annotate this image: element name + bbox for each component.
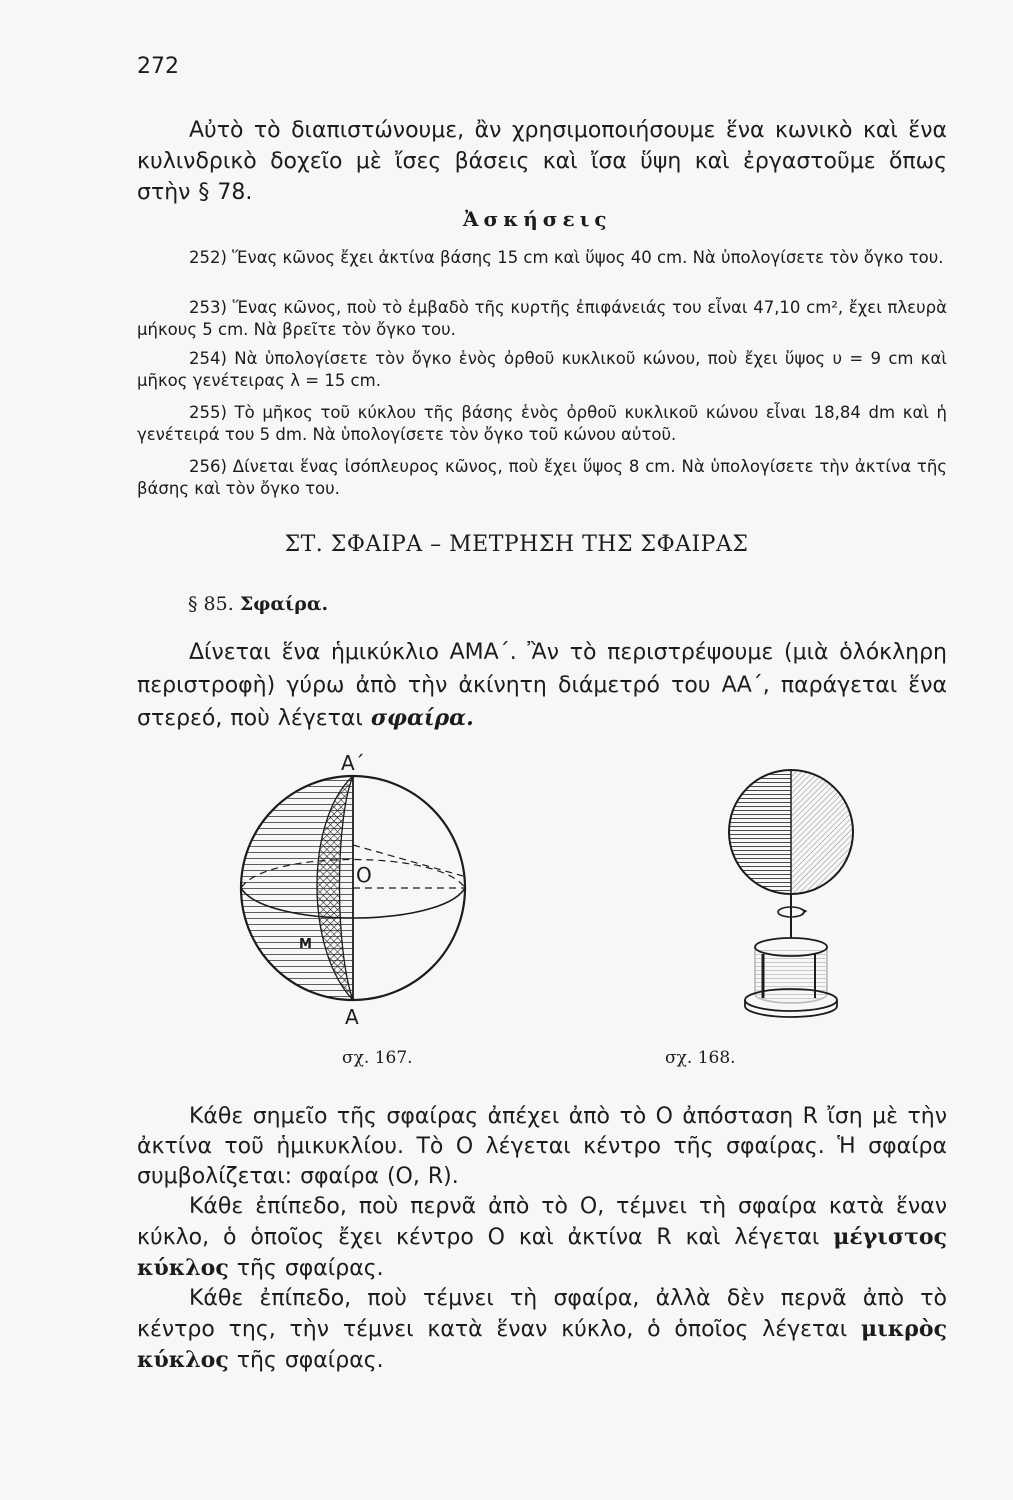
paragraph-sphere-center: Κάθε σημεῖο τῆς σφαίρας ἀπέχει ἀπὸ τὸ Ο ἀπόσταση R ἴση μὲ τὴν ἀκτίνα τοῦ ἡμικυκλίου. Τὸ Ο λέγεται κέντρο τῆς σφαίρας. Ἡ σφαίρα συμβολίζεται: σφαίρα (Ο, R).: [137, 1104, 947, 1189]
paragraph-great-circle: [137, 1192, 947, 1284]
caption-fig-167: σχ. 167.: [342, 1048, 413, 1068]
small-circle-term: μικρὸς κύκλος: [137, 1316, 947, 1373]
great-circle-after: τῆς σφαίρας.: [236, 1256, 384, 1281]
label-a-prime: Α΄: [341, 751, 365, 775]
exercise-256: 256) Δίνεται ἕνας ἰσόπλευρος κῶνος, ποὺ ἔχει ὕψος 8 cm. Νὰ ὑπολογίσετε τὴν ἀκτίνα τῆς βάσης καὶ τὸν ὄγκο του.: [137, 457, 947, 498]
exercise-252: 252) Ἕνας κῶνος ἔχει ἀκτίνα βάσης 15 cm καὶ ὕψος 40 cm. Νὰ ὑπολογίσετε τὸν ὄγκο του.: [189, 248, 944, 267]
caption-fig-168: σχ. 168.: [665, 1048, 736, 1068]
exercise-254: 254) Νὰ ὑπολογίσετε τὸν ὄγκο ἑνὸς ὀρθοῦ κυκλικοῦ κώνου, ποὺ ἔχει ὕψος υ = 9 cm καὶ μῆκος γενέτειρας λ = 15 cm.: [137, 349, 947, 390]
section-heading: [188, 593, 328, 615]
definition-text: Δίνεται ἕνα ἡμικύκλιο ΑΜΑ΄. Ἂν τὸ περιστρέψουμε (μιὰ ὁλόκληρη περιστροφὴ) γύρω ἀπὸ τὴν ἀκίνητη διάμετρό του ΑΑ΄, παράγεται ἕνα στερεό, ποὺ λέγεται: [137, 640, 947, 731]
paragraph-small-circle: [137, 1284, 947, 1376]
exercise-253: 253) Ἕνας κῶνος, ποὺ τὸ ἐμβαδὸ τῆς κυρτῆς ἐπιφάνειάς του εἶναι 47,10 cm², ἔχει πλευρὰ μήκους 5 cm. Νὰ βρεῖτε τὸν ὄγκο του.: [137, 298, 947, 339]
small-circle-after: τῆς σφαίρας.: [236, 1348, 384, 1373]
definition-paragraph: [137, 636, 947, 735]
intro-paragraph: Αὐτὸ τὸ διαπιστώνουμε, ἂν χρησιμοποιήσουμε ἕνα κωνικὸ καὶ ἕνα κυλινδρικὸ δοχεῖο μὲ ἴσες βάσεις καὶ ἴσα ὕψη καὶ ἐργαστοῦμε ὅπως στὴν § 78.: [137, 118, 947, 205]
great-circle-term: μέγιστος κύκλος: [137, 1224, 947, 1281]
page-number: 272: [137, 54, 179, 79]
label-a: Α: [345, 1005, 359, 1029]
exercises-heading: Ἀσκήσεις: [463, 207, 612, 231]
globe-base: [755, 947, 827, 1003]
section-title: Σφαίρα.: [239, 593, 329, 615]
section-number: § 85.: [188, 593, 234, 615]
exercise-255: 255) Τὸ μῆκος τοῦ κύκλου τῆς βάσης ἑνὸς ὀρθοῦ κυκλικοῦ κώνου εἶναι 18,84 dm καὶ ἡ γενέτειρά του 5 dm. Νὰ ὑπολογίσετε τὸν ὄγκο τοῦ κώνου αὐτοῦ.: [137, 403, 947, 444]
label-m: Μ: [299, 937, 312, 952]
small-circle-text: Κάθε ἐπίπεδο, ποὺ τέμνει τὴ σφαίρα, ἀλλὰ δὲν περνᾶ ἀπὸ τὸ κέντρο της, τὴν τέμνει κατὰ ἕναν κύκλο, ὁ ὁποῖος λέγεται: [137, 1286, 947, 1342]
great-circle-text: Κάθε ἐπίπεδο, ποὺ περνᾶ ἀπὸ τὸ Ο, τέμνει τὴ σφαίρα κατὰ ἕναν κύκλο, ὁ ὁποῖος ἔχει κέντρο Ο καὶ ἀκτίνα R καὶ λέγεται: [137, 1194, 947, 1250]
definition-term: σφαίρα.: [370, 705, 474, 731]
chapter-title: ΣΤ. ΣΦΑΙΡΑ – ΜΕΤΡΗΣΗ ΤΗΣ ΣΦΑΙΡΑΣ: [284, 532, 749, 557]
figure-168-globe-model: [715, 762, 865, 1030]
label-o: Ο: [356, 863, 372, 887]
globe-light-half: [791, 770, 853, 894]
globe-dark-half: [729, 770, 791, 894]
figure-167-sphere-diagram: [235, 750, 485, 1030]
